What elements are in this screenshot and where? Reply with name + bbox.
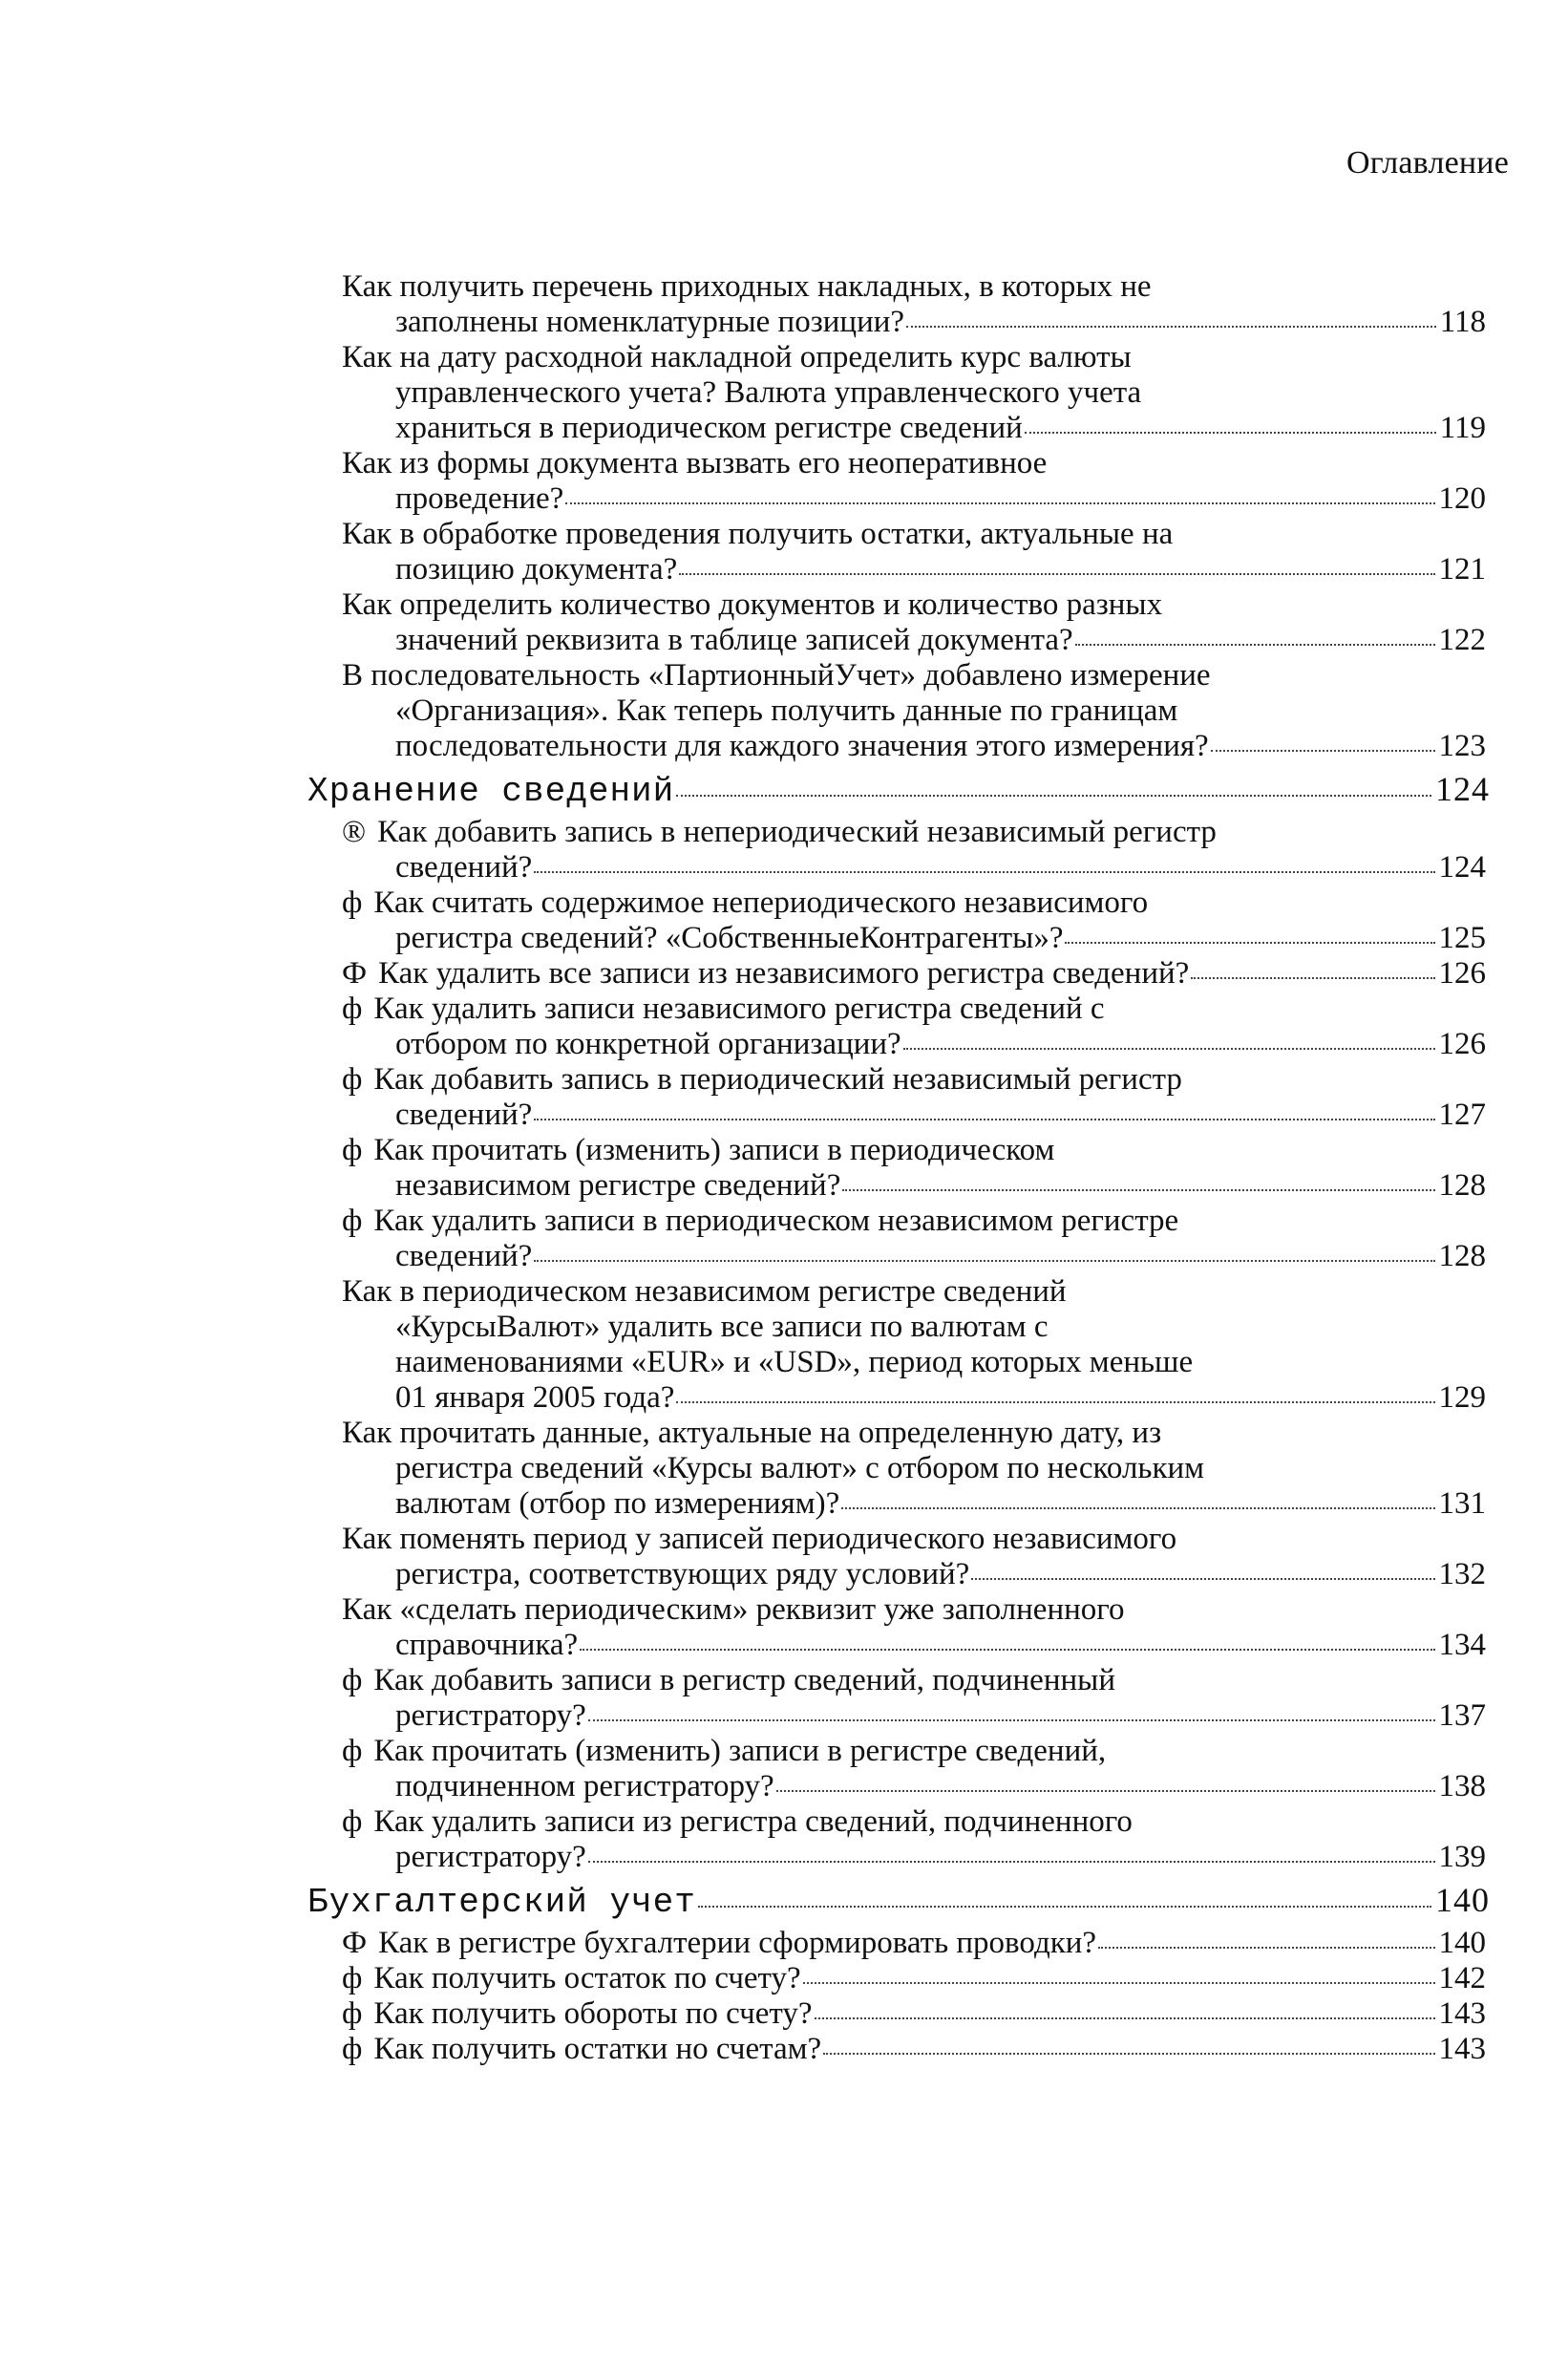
page-number: 118 xyxy=(1439,305,1486,339)
entry-marker-icon: ф xyxy=(342,1062,363,1097)
dot-leader xyxy=(1065,942,1434,944)
entry-text-line: сведений? xyxy=(395,1239,533,1273)
entry-text-line: Как удалить все записи из независимого регистра сведений? xyxy=(378,956,1190,991)
entry-text-line: регистратору? xyxy=(395,1840,586,1874)
entry-text-line: Как в регистре бухгалтерии сформировать проводки? xyxy=(378,1926,1097,1960)
entry-text-line: независимом регистре сведений? xyxy=(395,1168,841,1203)
page-number: 134 xyxy=(1438,1628,1486,1662)
page-number: 140 xyxy=(1438,1926,1486,1960)
entry-text-line: Как прочитать данные, актуальные на определенную дату, из xyxy=(342,1416,1162,1450)
toc-entry[interactable] xyxy=(342,517,1486,587)
page-number: 123 xyxy=(1438,729,1486,763)
dot-leader xyxy=(971,1578,1434,1580)
dot-leader xyxy=(676,795,1431,797)
entry-text-line: «Организация». Как теперь получить данные по границам xyxy=(395,693,1178,728)
dot-leader xyxy=(588,1861,1435,1863)
entry-text-line: Как на дату расходной накладной определить курс валюты xyxy=(342,340,1132,374)
page-number: 124 xyxy=(1435,770,1490,808)
entry-marker-icon: ф xyxy=(342,992,363,1026)
entry-text-line: Как прочитать (изменить) записи в регистре сведений, xyxy=(373,1734,1107,1768)
dot-leader xyxy=(803,1982,1435,1984)
entry-text-line: храниться в периодическом регистре сведений xyxy=(395,411,1023,445)
entry-marker-icon: ф xyxy=(342,1133,363,1167)
entry-marker-icon: Ф xyxy=(342,1926,368,1960)
toc-entry[interactable] xyxy=(342,1926,1486,1961)
page-number: 128 xyxy=(1438,1168,1486,1203)
dot-leader xyxy=(1075,644,1435,646)
page-number: 126 xyxy=(1438,956,1486,991)
table-of-contents xyxy=(0,269,1568,2067)
toc-entry[interactable] xyxy=(342,2032,1486,2067)
entry-text-line: подчиненном регистратору? xyxy=(395,1769,774,1803)
toc-entry[interactable] xyxy=(342,885,1486,956)
dot-leader xyxy=(1191,977,1434,979)
entry-text-line: заполнены номенклатурные позиции? xyxy=(395,305,905,339)
entry-text-line: Как в периодическом независимом регистре сведений xyxy=(342,1274,1067,1309)
entry-text-line: управленческого учета? Валюта управленческого учета xyxy=(395,375,1142,410)
page-number: 140 xyxy=(1435,1881,1490,1919)
page-number: 142 xyxy=(1438,1961,1486,1995)
toc-entry[interactable] xyxy=(342,1274,1486,1416)
dot-leader xyxy=(776,1790,1435,1792)
entry-text-line: Как из формы документа вызвать его неоперативное xyxy=(342,446,1048,480)
toc-section-heading[interactable] xyxy=(307,1879,1490,1924)
entry-text-line: справочника? xyxy=(395,1628,579,1662)
entry-marker-icon: ® xyxy=(342,815,367,849)
entry-text-line: регистратору? xyxy=(395,1698,586,1733)
entry-text-line: Как «сделать периодическим» реквизит уже заполненного xyxy=(342,1592,1125,1627)
section-title: Бухгалтерский учет xyxy=(307,1883,696,1922)
entry-marker-icon: ф xyxy=(342,885,363,920)
entry-text-line: Как получить перечень приходных накладных, в которых не xyxy=(342,269,1152,304)
page-number: 121 xyxy=(1438,552,1486,587)
dot-leader xyxy=(903,1048,1435,1050)
dot-leader xyxy=(823,2053,1434,2055)
dot-leader xyxy=(588,1719,1435,1721)
entry-text-line: Как удалить записи в периодическом независимом регистре xyxy=(373,1204,1179,1238)
entry-text-line: сведений? xyxy=(395,1098,533,1132)
page-number: 122 xyxy=(1438,623,1486,657)
section-title: Хранение сведений xyxy=(307,772,675,811)
toc-entry[interactable] xyxy=(342,956,1486,992)
entry-text-line: Как удалить записи из регистра сведений, подчиненного xyxy=(373,1804,1133,1839)
dot-leader xyxy=(534,871,1434,873)
page-number: 124 xyxy=(1438,850,1486,885)
dot-leader xyxy=(1211,750,1435,752)
entry-text-line: отбором по конкретной организации? xyxy=(395,1027,901,1061)
dot-leader xyxy=(534,1260,1434,1262)
entry-text-line: проведение? xyxy=(395,481,564,516)
page-number: 137 xyxy=(1438,1698,1486,1733)
running-title: Оглавление xyxy=(1346,145,1509,181)
entry-marker-icon: ф xyxy=(342,1961,363,1995)
entry-text-line: Как получить обороты по счету? xyxy=(373,1996,813,2031)
entry-marker-icon: ф xyxy=(342,1663,363,1697)
toc-entry[interactable] xyxy=(342,269,1486,340)
entry-text-line: 01 января 2005 года? xyxy=(395,1380,675,1415)
entry-marker-icon: Ф xyxy=(342,956,368,991)
toc-entry[interactable] xyxy=(342,340,1486,446)
dot-leader xyxy=(565,502,1434,504)
page-number: 139 xyxy=(1438,1840,1486,1874)
dot-leader xyxy=(1025,432,1436,434)
toc-entry[interactable] xyxy=(342,1204,1486,1274)
toc-entry[interactable] xyxy=(342,658,1486,764)
toc-entry[interactable] xyxy=(342,815,1486,885)
entry-marker-icon: ф xyxy=(342,1996,363,2031)
toc-entry[interactable] xyxy=(342,1133,1486,1204)
toc-entry[interactable] xyxy=(342,1416,1486,1522)
entry-text-line: В последовательность «ПартионныйУчет» добавлено измерение xyxy=(342,658,1211,693)
entry-text-line: Как поменять период у записей периодического независимого xyxy=(342,1522,1177,1556)
page-number: 127 xyxy=(1438,1098,1486,1132)
entry-text-line: Как получить остатки но счетам? xyxy=(373,2032,822,2066)
dot-leader xyxy=(580,1649,1434,1651)
entry-marker-icon: ф xyxy=(342,2032,363,2066)
entry-text-line: Как получить остаток по счету? xyxy=(373,1961,801,1995)
entry-text-line: Как считать содержимое непериодического независимого xyxy=(373,885,1149,920)
entry-text-line: регистра, соответствующих ряду условий? xyxy=(395,1557,970,1591)
entry-text-line: Как определить количество документов и количество разных xyxy=(342,587,1163,622)
page-number: 131 xyxy=(1438,1486,1486,1521)
dot-leader xyxy=(698,1906,1431,1908)
entry-text-line: Как добавить запись в периодический независимый регистр xyxy=(373,1062,1182,1097)
toc-entry[interactable] xyxy=(342,1522,1486,1592)
entry-text-line: «КурсыВалют» удалить все записи по валютам с xyxy=(395,1310,1049,1344)
toc-entry[interactable] xyxy=(342,587,1486,658)
entry-text-line: наименованиями «EUR» и «USD», период которых меньше xyxy=(395,1345,1194,1379)
entry-text-line: значений реквизита в таблице записей документа? xyxy=(395,623,1073,657)
entry-text-line: Как прочитать (изменить) записи в периодическом xyxy=(373,1133,1055,1167)
dot-leader xyxy=(676,1401,1434,1403)
entry-text-line: позицию документа? xyxy=(395,552,678,587)
toc-entry[interactable] xyxy=(342,1592,1486,1663)
page-number: 119 xyxy=(1439,411,1486,445)
toc-entry[interactable] xyxy=(342,1804,1486,1875)
entry-text-line: последовательности для каждого значения этого измерения? xyxy=(395,729,1209,763)
page-number: 126 xyxy=(1438,1027,1486,1061)
toc-entry[interactable] xyxy=(342,1734,1486,1804)
page-number: 138 xyxy=(1438,1769,1486,1803)
entry-text-line: Как добавить записи в регистр сведений, подчиненный xyxy=(373,1663,1115,1697)
entry-text-line: валютам (отбор по измерениям)? xyxy=(395,1486,840,1521)
page-number: 143 xyxy=(1438,2032,1486,2066)
dot-leader xyxy=(842,1189,1434,1191)
entry-marker-icon: ф xyxy=(342,1804,363,1839)
toc-entry[interactable] xyxy=(342,1062,1486,1133)
entry-marker-icon: ф xyxy=(342,1734,363,1768)
toc-entry[interactable] xyxy=(342,1996,1486,2032)
entry-text-line: регистра сведений «Курсы валют» с отбором по нескольким xyxy=(395,1451,1205,1485)
entry-text-line: Как добавить запись в непериодический независимый регистр xyxy=(377,815,1217,849)
entry-marker-icon: ф xyxy=(342,1204,363,1238)
page-number: 125 xyxy=(1438,921,1486,955)
toc-entry[interactable] xyxy=(342,1663,1486,1734)
page-number: 128 xyxy=(1438,1239,1486,1273)
toc-section-heading[interactable] xyxy=(307,768,1490,813)
page-number: 129 xyxy=(1438,1380,1486,1415)
entry-text-line: Как в обработке проведения получить остатки, актуальные на xyxy=(342,517,1174,551)
toc-entry[interactable] xyxy=(342,1961,1486,1996)
dot-leader xyxy=(679,573,1434,575)
entry-text-line: Как удалить записи независимого регистра сведений с xyxy=(373,992,1105,1026)
page-number: 132 xyxy=(1438,1557,1486,1591)
dot-leader xyxy=(815,2017,1435,2019)
page-number: 143 xyxy=(1438,1996,1486,2031)
dot-leader xyxy=(841,1507,1434,1509)
toc-entry[interactable] xyxy=(342,992,1486,1062)
page-number: 120 xyxy=(1438,481,1486,516)
entry-text-line: сведений? xyxy=(395,850,533,885)
dot-leader xyxy=(906,326,1436,328)
entry-text-line: регистра сведений? «СобственныеКонтрагенты»? xyxy=(395,921,1064,955)
dot-leader xyxy=(1098,1947,1434,1949)
dot-leader xyxy=(534,1119,1434,1120)
toc-entry[interactable] xyxy=(342,446,1486,517)
